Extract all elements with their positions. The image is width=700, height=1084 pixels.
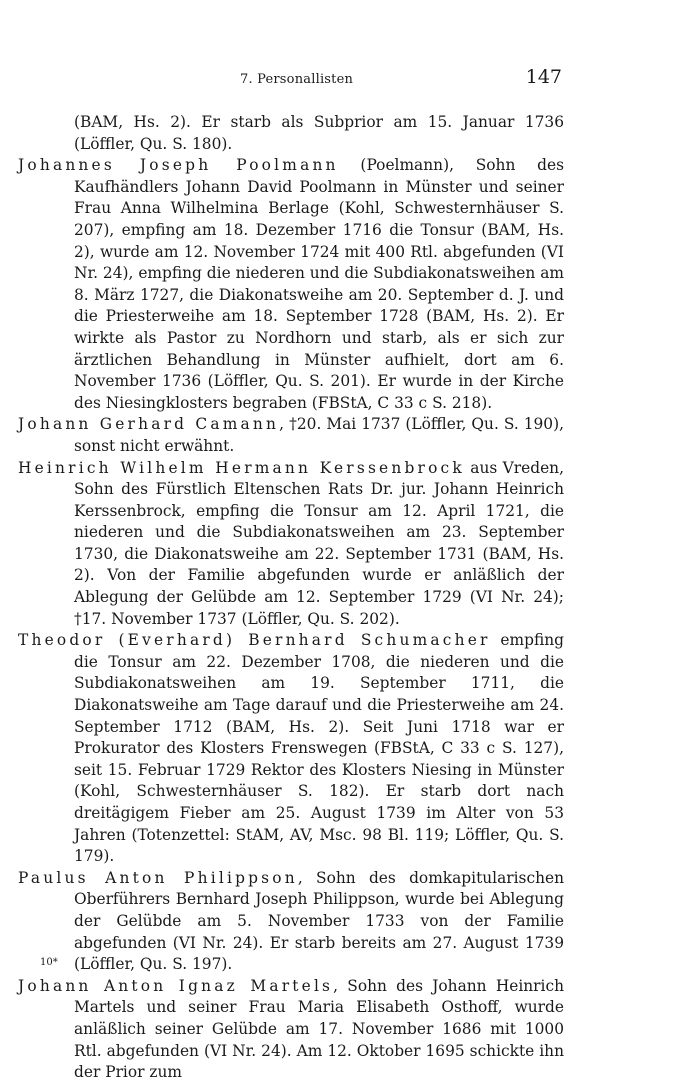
- entry-text: (Poelmann), Sohn des Kaufhändlers Johann David Poolmann in Münster und seiner Frau Anna Wilhelmina Berlage (Kohl, Schwesternhäuser S. 207), empfing am 18. Dezember 1716 die Tonsur (BAM, Hs. 2), wurde am 12. November 1724 mit 400 Rtl. abgefunden (VI Nr. 24), empfing die niederen und die Subdiakonatsweihen am 8. März 1727, die Diakonatsweihe am 20. September d. J. und die Priesterweihe am 18. September 1728 (BAM, Hs. 2). Er wirkte als Pastor zu Nordhorn und starb, als er sich zur ärztlichen Behandlung in Münster aufhielt, dort am 6. November 1736 (Löffler, Qu. S. 201). Er wurde in der Kirche des Niesingklosters begraben (FBStA, C 33 c S. 218).: [74, 156, 564, 412]
- entry-text: (BAM, Hs. 2). Er starb als Subprior am 15. Januar 1736 (Löffler, Qu. S. 180).: [74, 113, 564, 153]
- entry-schumacher: [18, 630, 564, 868]
- entry-name: Johannes Joseph Poolmann: [18, 156, 339, 175]
- entry-poolmann: [18, 155, 564, 414]
- entry-continuation: [18, 112, 564, 155]
- entry-name: Heinrich Wilhelm Hermann Kerssenbrock: [18, 458, 465, 477]
- entry-name: Theodor (Everhard) Bernhard Schumacher: [18, 631, 491, 650]
- entry-text: empfing die Tonsur am 22. Dezember 1708, die niederen und die Subdiakonatsweihen am 19. September 1711, die Diakonatsweihe am Tage darauf und die Priesterweihe am 24. September 1712 (BAM, Hs. 2). Seit Juni 1718 war er Prokurator des Klosters Frenswegen (FBStA, C 33 c S. 127), seit 15. Februar 1729 Rektor des Klosters Niesing in Münster (Kohl, Schwesternhäuser S. 182). Er starb dort nach dreitägigem Fieber am 25. August 1739 im Alter von 53 Jahren (Totenzettel: StAM, AV, Msc. 98 Bl. 119; Löffler, Qu. S. 179).: [74, 631, 564, 866]
- page-number: 147: [525, 66, 562, 88]
- entry-kerssenbrock: [18, 458, 564, 631]
- signature-mark: 10*: [40, 957, 58, 968]
- page-body: [18, 112, 564, 1084]
- entry-philippson: [18, 868, 564, 976]
- entry-text: , Sohn des Johann Heinrich Martels und seiner Frau Maria Elisabeth Osthoff, wurde anläßlich seiner Gelübde am 17. November 1686 mit 1000 Rtl. abgefunden (VI Nr. 24). Am 12. Oktober 1695 schickte ihn der Prior zum: [74, 976, 564, 1082]
- entry-text: aus Vreden, Sohn des Fürstlich Eltenschen Rats Dr. jur. Johann Heinrich Kerssenbrock, empfing die Tonsur am 12. April 1721, die niederen und die Subdiakonatsweihen am 23. September 1730, die Diakonatsweihe am 22. September 1731 (BAM, Hs. 2). Von der Familie abgefunden wurde er anläßlich der Ablegung der Gelübde am 12. September 1729 (VI Nr. 24); †17. November 1737 (Löffler, Qu. S. 202).: [74, 458, 564, 628]
- entry-name: Johann Anton Ignaz Martels: [18, 976, 334, 995]
- entry-text: , Sohn des domkapitularischen Oberführers Bernhard Joseph Philippson, wurde bei Ablegung der Gelübde am 5. November 1733 von der Familie abgefunden (VI Nr. 24). Er starb bereits am 27. August 1739 (Löffler, Qu. S. 197).: [74, 868, 564, 974]
- entry-name: Johann Gerhard Camann: [18, 415, 280, 434]
- entry-martels: [18, 976, 564, 1084]
- entry-name: Paulus Anton Philippson: [18, 868, 298, 887]
- page-header: [0, 62, 700, 92]
- entry-text: , †20. Mai 1737 (Löffler, Qu. S. 190), sonst nicht erwähnt.: [74, 415, 565, 455]
- entry-camann: [18, 414, 564, 457]
- running-head: 7. Personallisten: [240, 72, 354, 87]
